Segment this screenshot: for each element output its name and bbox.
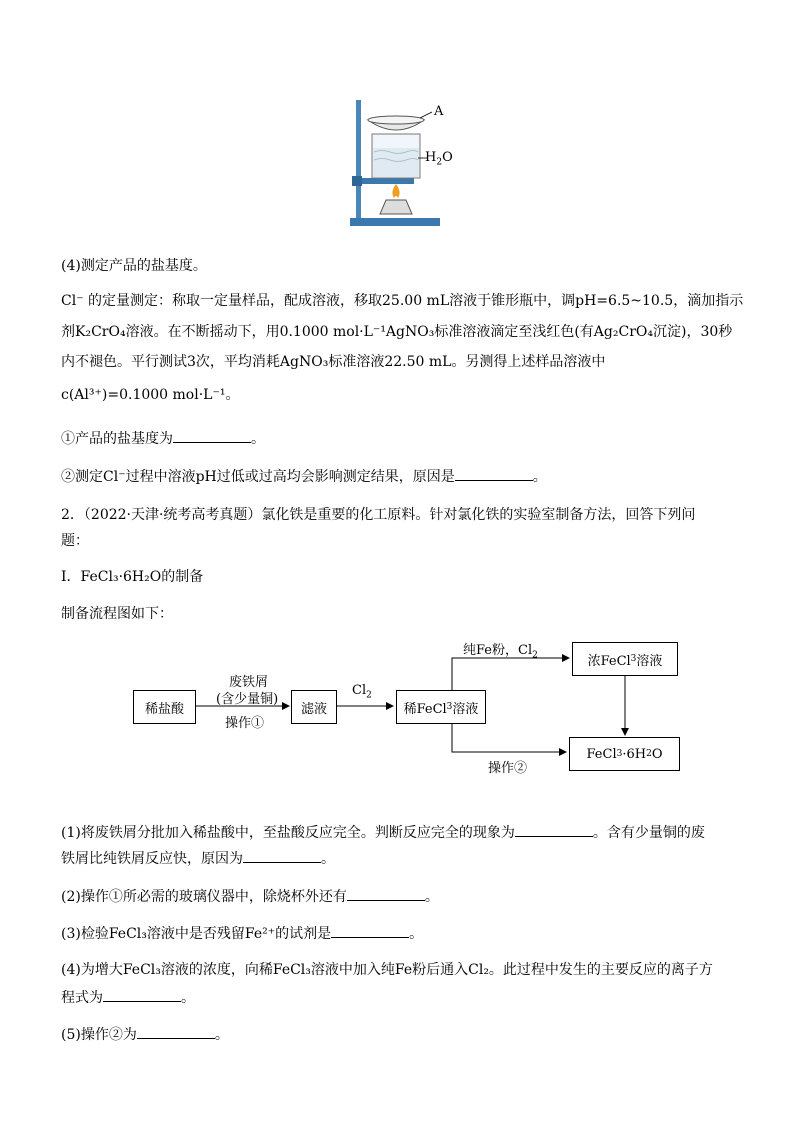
flow-box-conc-fecl3: 浓FeCl 3 溶液 [572, 642, 678, 676]
part4-paragraph-line4: c(Al³⁺)=0.1000 mol·L⁻¹。 [61, 387, 240, 403]
flow-box-dilute-fecl3: 稀FeCl 3 溶液 [396, 690, 486, 724]
question-5: (5)操作②为 。 [61, 1024, 229, 1045]
answer-blank[interactable] [137, 1024, 215, 1039]
problem2-intro-line1: 2．（2022·天津·统考高考真题）氯化铁是重要的化工原料。针对氯化铁的实验室制备方法，回答下列问 [61, 507, 696, 523]
part4-paragraph-line1: Cl⁻ 的定量测定：称取一定量样品，配成溶液，移取25.00 mL溶液于锥形瓶中，调pH=6.5~10.5，滴加指示 [61, 293, 744, 309]
flow-box-filtrate: 滤液 [291, 690, 337, 724]
flow-label-op1: 操作① [225, 716, 265, 731]
question-4-line1: (4)为增大FeCl₃溶液的浓度，向稀FeCl₃溶液中加入纯Fe粉后通入Cl₂。此过程中发生的主要反应的离子方 [61, 962, 713, 978]
question-1-line2: 铁屑比纯铁屑反应快，原因为 。 [61, 848, 335, 869]
flow-label-op2: 操作② [488, 761, 528, 776]
part4-paragraph-line3: 内不褪色。平行测试3次，平均消耗AgNO₃标准溶液22.50 mL。另测得上述样品溶液中 [61, 354, 606, 370]
answer-blank[interactable] [331, 923, 409, 938]
arrow-op2 [452, 722, 566, 752]
question-1-line1: (1)将废铁屑分批加入稀盐酸中，至盐酸反应完全。判断反应完全的现象为 。含有少量铜的废 [61, 822, 705, 843]
answer-blank[interactable] [103, 987, 181, 1002]
part4-q2: ②测定Cl⁻过程中溶液pH过低或过高均会影响测定结果，原因是 。 [61, 466, 547, 487]
answer-blank[interactable] [515, 822, 593, 837]
problem2-section-title: Ⅰ．FeCl₃·6H₂O的制备 [61, 569, 204, 585]
label-a: A [434, 104, 444, 119]
question-4-line2: 程式为 。 [61, 987, 195, 1008]
question-2: (2)操作①所必需的玻璃仪器中，除烧杯外还有 。 [61, 886, 439, 907]
label-h2o: $H_2O$ [425, 150, 453, 168]
flow-label-fe-cl2: 纯Fe粉，$Cl_2$ [463, 643, 538, 661]
question-3: (3)检验FeCl₃溶液中是否残留Fe²⁺的试剂是 。 [61, 923, 423, 944]
flow-box-fecl3-hydrate: FeCl 3 ·6H 2 O [569, 737, 680, 771]
arrow-fe-cl2 [452, 658, 569, 690]
answer-blank[interactable] [243, 848, 321, 863]
part4-heading: (4)测定产品的盐基度。 [61, 258, 207, 274]
flow-title: 制备流程图如下： [61, 606, 173, 622]
flow-box-dilute-hcl: 稀盐酸 [133, 690, 196, 724]
flow-label-contains-cu: (含少量铜) [216, 692, 279, 707]
part4-q1: ①产品的盐基度为 。 [61, 428, 265, 449]
flow-label-scrap-iron: 废铁屑 [229, 675, 269, 690]
flow-label-cl2: $Cl_2$ [352, 683, 372, 701]
part4-paragraph-line2: 剂K₂CrO₄溶液。在不断摇动下，用0.1000 mol·L⁻¹AgNO₃标准溶液滴定至浅红色(有Ag₂CrO₄沉淀)，30秒 [61, 324, 733, 340]
answer-blank[interactable] [347, 886, 425, 901]
problem2-intro-line2: 题： [61, 533, 89, 549]
